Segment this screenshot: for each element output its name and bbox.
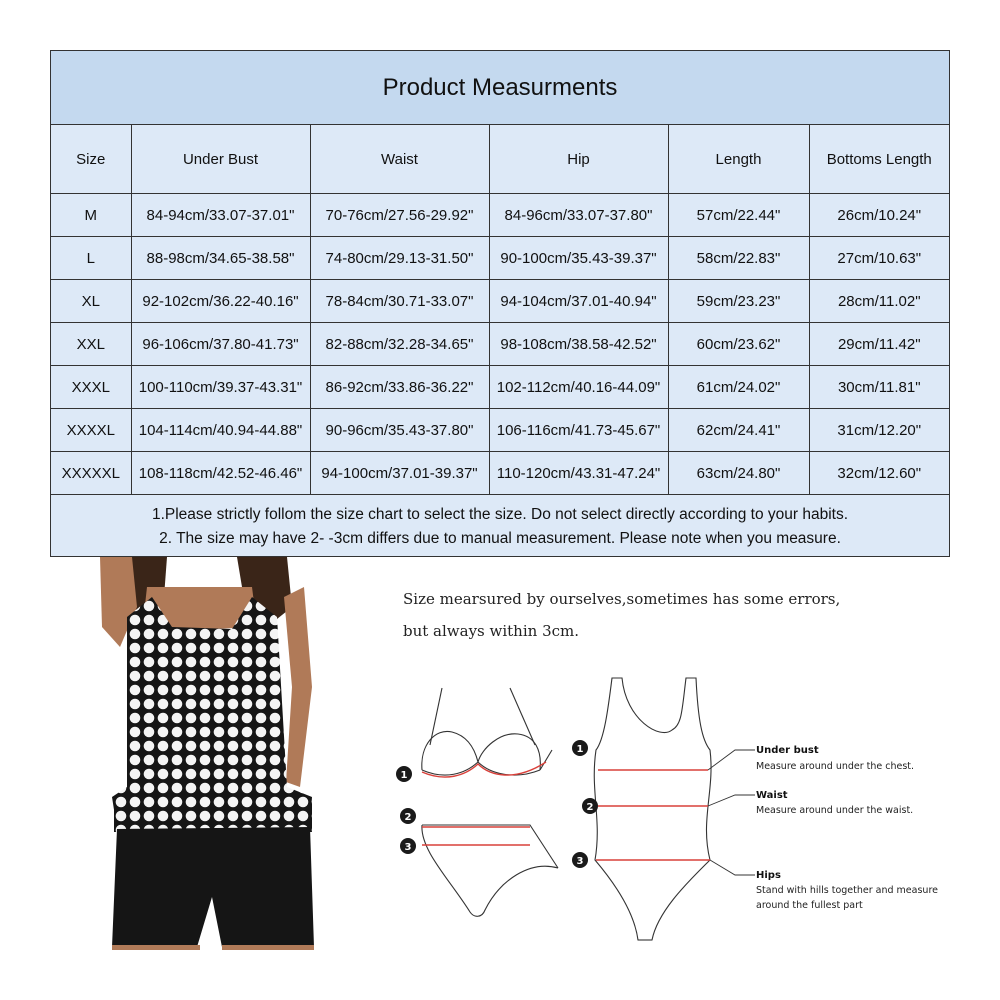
svg-text:3: 3 — [404, 842, 412, 853]
measurement-cell: 102-112cm/40.16-44.09" — [489, 366, 668, 409]
measurement-cell: 28cm/11.02" — [809, 280, 949, 323]
measurement-cell: 90-96cm/35.43-37.80" — [310, 409, 489, 452]
size-grid — [51, 125, 949, 495]
measurement-cell: 58cm/22.83" — [668, 237, 809, 280]
measurement-cell: 90-100cm/35.43-39.37" — [489, 237, 668, 280]
marker-2-onepiece — [582, 798, 598, 814]
svg-text:1: 1 — [400, 770, 408, 781]
annotation-hips-text-2: around the fullest part — [756, 900, 863, 911]
measurement-cell: 84-94cm/33.07-37.01" — [131, 194, 310, 237]
column-header: Under Bust — [131, 125, 310, 194]
size-cell: XL — [51, 280, 131, 323]
measurement-cell: 96-106cm/37.80-41.73" — [131, 323, 310, 366]
measurement-cell: 82-88cm/32.28-34.65" — [310, 323, 489, 366]
size-cell: XXXXL — [51, 409, 131, 452]
measurement-cell: 31cm/12.20" — [809, 409, 949, 452]
marker-1-left — [396, 766, 412, 782]
leader-line-under-bust — [708, 750, 755, 770]
caption-line-2: but always within 3cm. — [403, 622, 580, 640]
measurement-cell: 94-100cm/37.01-39.37" — [310, 452, 489, 495]
measurement-cell: 32cm/12.60" — [809, 452, 949, 495]
note-2: 2. The size may have 2- -3cm differs due to manual measurement. Please note when you measure. — [159, 530, 841, 547]
column-header: Waist — [310, 125, 489, 194]
size-cell: L — [51, 237, 131, 280]
svg-text:2: 2 — [404, 812, 412, 823]
leader-line-waist — [708, 795, 755, 806]
table-header-row — [51, 125, 949, 194]
caption-line-1: Size mearsured by ourselves,sometimes has some errors, — [403, 590, 841, 608]
measurement-cell: 61cm/24.02" — [668, 366, 809, 409]
note-1: 1.Please strictly follom the size chart to select the size. Do not select directly according to your habits. — [151, 506, 849, 523]
one-piece-illustration — [594, 678, 711, 940]
size-cell: XXL — [51, 323, 131, 366]
table-row — [51, 366, 949, 409]
measurement-cell: 98-108cm/38.58-42.52" — [489, 323, 668, 366]
annotation-waist-text: Measure around under the waist. — [756, 805, 914, 816]
marker-2-left — [400, 808, 416, 824]
measurement-cell: 78-84cm/30.71-33.07" — [310, 280, 489, 323]
table-row — [51, 452, 949, 495]
column-header: Bottoms Length — [809, 125, 949, 194]
measurement-cell: 104-114cm/40.94-44.88" — [131, 409, 310, 452]
model-photo — [72, 557, 322, 950]
annotation-waist-title: Waist — [756, 790, 788, 801]
size-cell: XXXXXL — [51, 452, 131, 495]
measurement-cell: 30cm/11.81" — [809, 366, 949, 409]
column-header: Length — [668, 125, 809, 194]
bikini-bottom-illustration — [422, 825, 558, 916]
size-chart-table — [50, 50, 950, 557]
table-title: Product Measurments — [51, 51, 949, 125]
table-row — [51, 280, 949, 323]
table-row — [51, 194, 949, 237]
measurement-cell: 60cm/23.62" — [668, 323, 809, 366]
measurement-cell: 59cm/23.23" — [668, 280, 809, 323]
size-cell: XXXL — [51, 366, 131, 409]
measurement-cell: 100-110cm/39.37-43.31" — [131, 366, 310, 409]
table-row — [51, 323, 949, 366]
measurement-cell: 108-118cm/42.52-46.46" — [131, 452, 310, 495]
measurement-diagram — [390, 670, 950, 950]
measurement-cell: 106-116cm/41.73-45.67" — [489, 409, 668, 452]
measurement-cell: 86-92cm/33.86-36.22" — [310, 366, 489, 409]
table-row — [51, 237, 949, 280]
measurement-cell: 29cm/11.42" — [809, 323, 949, 366]
measurement-cell: 26cm/10.24" — [809, 194, 949, 237]
marker-3-onepiece — [572, 852, 588, 868]
measurement-cell: 74-80cm/29.13-31.50" — [310, 237, 489, 280]
table-row — [51, 409, 949, 452]
marker-3-left — [400, 838, 416, 854]
annotation-hips-text: Stand with hills together and measure — [756, 885, 938, 896]
measurement-cell: 62cm/24.41" — [668, 409, 809, 452]
size-cell: M — [51, 194, 131, 237]
column-header: Hip — [489, 125, 668, 194]
annotation-hips-title: Hips — [756, 870, 781, 881]
measurement-cell: 27cm/10.63" — [809, 237, 949, 280]
measurement-cell: 63cm/24.80" — [668, 452, 809, 495]
measurement-cell: 84-96cm/33.07-37.80" — [489, 194, 668, 237]
measurement-cell: 57cm/22.44" — [668, 194, 809, 237]
svg-text:3: 3 — [576, 856, 584, 867]
leader-line-hips — [710, 860, 755, 875]
annotation-under-bust-text: Measure around under the chest. — [756, 761, 915, 772]
svg-text:1: 1 — [576, 744, 584, 755]
measurement-cell: 70-76cm/27.56-29.92" — [310, 194, 489, 237]
bikini-top-illustration — [422, 688, 552, 775]
size-notes — [51, 495, 949, 551]
measurement-cell: 88-98cm/34.65-38.58" — [131, 237, 310, 280]
measurement-cell: 110-120cm/43.31-47.24" — [489, 452, 668, 495]
column-header: Size — [51, 125, 131, 194]
measurement-cell: 94-104cm/37.01-40.94" — [489, 280, 668, 323]
svg-text:2: 2 — [586, 802, 594, 813]
measurement-cell: 92-102cm/36.22-40.16" — [131, 280, 310, 323]
marker-1-onepiece — [572, 740, 588, 756]
annotation-under-bust-title: Under bust — [756, 745, 819, 756]
measurement-caption — [403, 583, 840, 647]
